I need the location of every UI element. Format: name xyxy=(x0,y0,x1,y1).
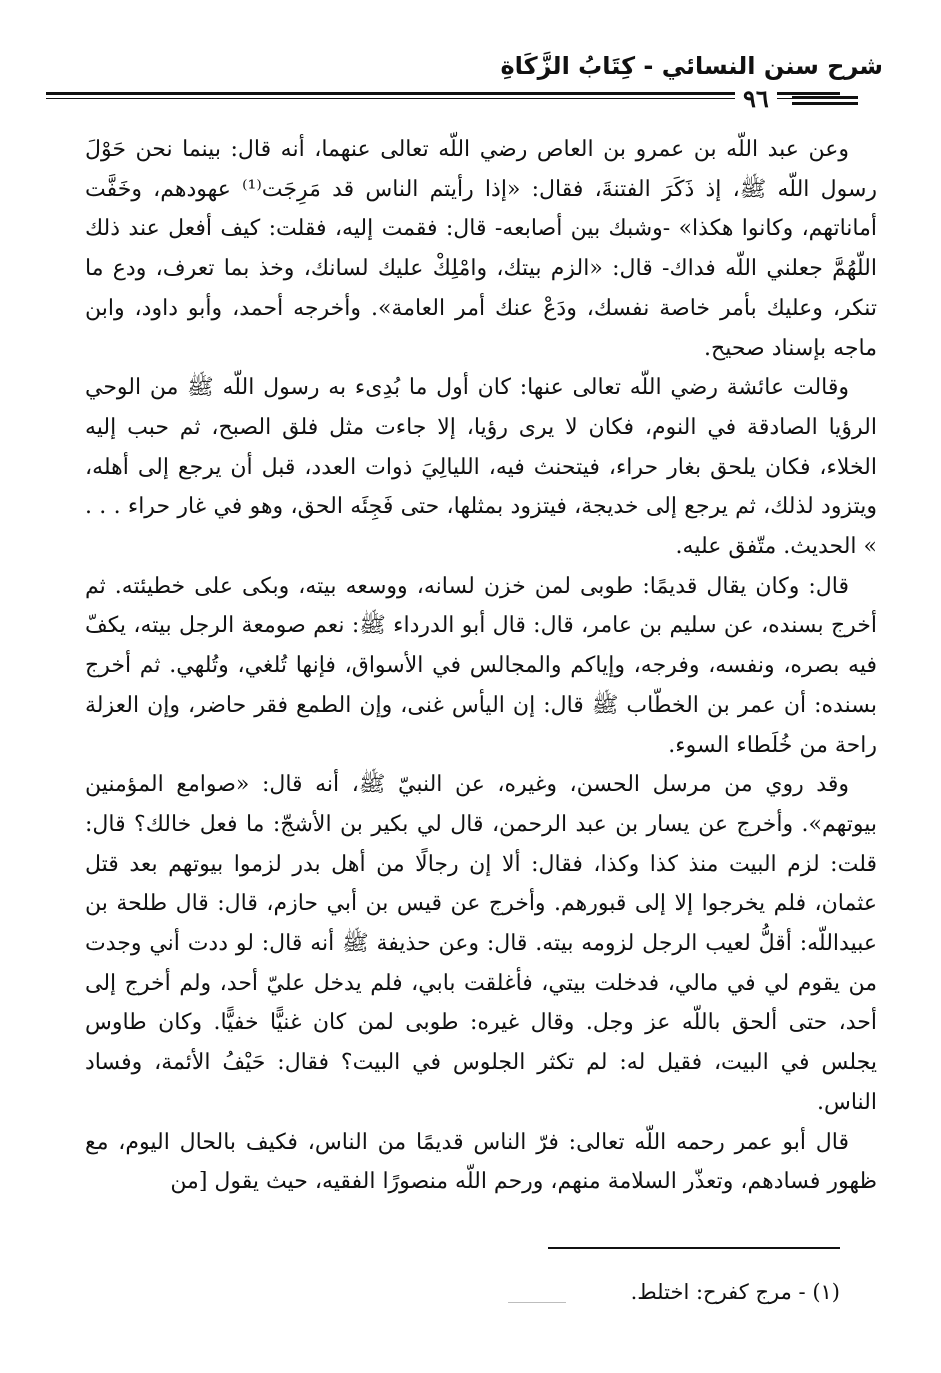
running-title: شرح سنن النسائي - كِتَابُ الزَّكَاةِ xyxy=(500,52,883,80)
paragraph-4: وقد روي من مرسل الحسن، وغيره، عن النبيّ ﷺ، أنه قال: «صوامع المؤمنين بيوتهم». وأخرج عن يسار بن عبد الرحمن، قال لي بكير بن الأشجّ: ما فعل خالك؟ قال: قلت: لزم البيت منذ كذا وكذا، فقال: ألا إن رجالًا من أهل بدر لزموا بيوتهم بعد قتل عثمان، فلم يخرجوا إلا إلى قبورهم. وأخرج عن قيس بن أبي حازم، قال: قال طلحة بن عبيداللّه: أقلُّ لعيب الرجل لزومه بيته. قال: وعن حذيفة ﷺ أنه قال: لو ددت أني وجدت من يقوم لي في مالي، فدخلت بيتي، فأغلقت بابي، فلم يدخل عليّ أحد، ولم أخرج إلى أحد، حتى ألحق باللّه عز وجل. وقال غيره: طوبى لمن كان غنيًّا خفيًّا. وكان طاوس يجلس في البيت، فقيل له: لم تكثر الجلوس في البيت؟ فقال: حَيْفُ الأئمة، وفساد الناس. xyxy=(85,772,877,1115)
footnote-separator xyxy=(548,1247,840,1249)
paragraph-5: قال أبو عمر رحمه اللّه تعالى: فرّ الناس قديمًا من الناس، فكيف بالحال اليوم، مع ظهور فسادهم، وتعذّر السلامة منهم، ورحم اللّه منصورًا الفقيه، حيث يقول [من xyxy=(85,1129,877,1195)
header-rule xyxy=(46,92,840,95)
paragraph-3: قال: وكان يقال قديمًا: طوبى لمن خزن لسانه، ووسعه بيته، وبكى على خطيئته. ثم أخرج بسنده، عن سليم بن عامر، قال: قال أبو الدرداء ﷺ: نعم صومعة الرجل بيته، يكفّ فيه بصره، ونفسه، وفرجه، وإياكم والمجالس في الأسواق، فإنها تُلغي، وتُلهي. ثم أخرج بسنده: أن عمر بن الخطّاب ﷺ قال: إن اليأس غنى، وإن الطمع فقر حاضر، وإن العزلة راحة من خُلَطاء السوء. xyxy=(85,573,877,758)
main-text xyxy=(85,130,877,1202)
paragraph-1: وعن عبد اللّه بن عمرو بن العاص رضي اللّه تعالى عنهما، أنه قال: بينما نحن حَوْلَ رسول اللّه ﷺ، إذ ذَكَرَ الفتنةَ، فقال: «إذا رأيتم الناس قد مَرِجَت⁽¹⁾ عهودهم، وخَفَّت أماناتهم، وكانوا هكذا» -وشبك بين أصابعه- قال: فقمت إليه، فقلت: كيف أفعل عند ذلك اللّهُمَّ جعلني اللّه فداك- قال: «الزم بيتك، وامْلِكْ عليك لسانك، وخذ بما تعرف، ودع ما تنكر، وعليك بأمر خاصة نفسك، ودَعْ عنك أمر العامة». وأخرجه أحمد، وأبو داود، وابن ماجه بإسناد صحيح. xyxy=(85,137,877,361)
footnote-1: (١) - مرج كفرح: اختلط. xyxy=(630,1280,840,1304)
scan-artifact-line xyxy=(508,1302,566,1303)
page-number: ٩٦ xyxy=(735,84,777,113)
page-number-ornament xyxy=(792,96,858,108)
header-rule-thin xyxy=(46,98,840,99)
paragraph-2: وقالت عائشة رضي اللّه تعالى عنها: كان أول ما بُدِىء به رسول اللّه ﷺ من الوحي الرؤيا الصادقة في النوم، فكان لا يرى رؤيا، إلا جاءت مثل فلق الصبح، ثم حبب إليه الخلاء، فكان يلحق بغار حراء، فيتحنث فيه، الليالِيَ ذوات العدد، قبل أن يرجع إلى أهله، ويتزود لذلك، ثم يرجع إلى خديجة، فيتزود بمثلها، حتى فَجِئَه الحق، وهو في غار حراء . . . » الحديث. متّفق عليه. xyxy=(85,375,877,560)
